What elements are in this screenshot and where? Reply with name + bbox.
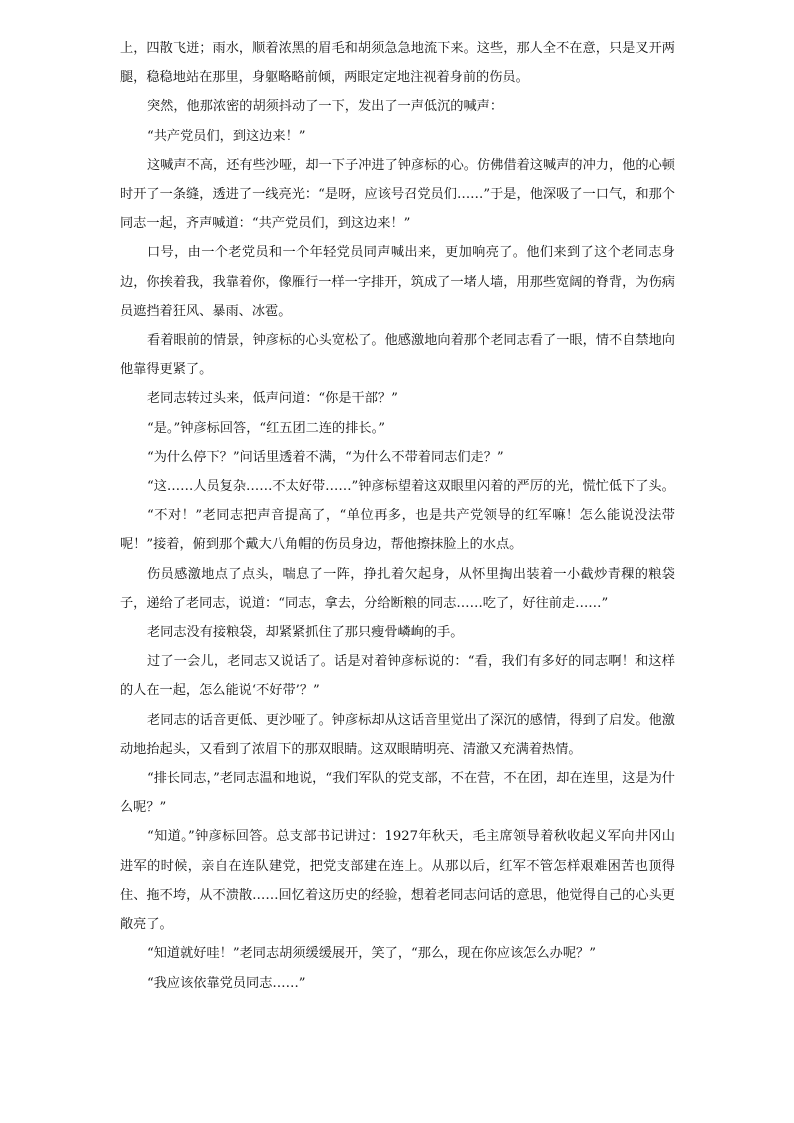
paragraph: “排长同志，”老同志温和地说，“我们军队的党支部，不在营，不在团，却在连里，这是为什么呢？” (120, 771, 675, 816)
paragraph: “不对！”老同志把声音提高了，“单位再多，也是共产党领导的红军嘛！怎么能说没法带呢！”接着，俯到那个戴大八角帽的伤员身边，帮他擦抹脸上的水点。 (120, 508, 675, 553)
paragraph: “共产党员们，到这边来！” (147, 128, 306, 144)
paragraph: 老同志的话音更低、更沙哑了。钟彦标却从这话音里觉出了深沉的感情，得到了启发。他激动地抬起头，又看到了浓眉下的那双眼睛。这双眼睛明亮、清澈又充满着热情。 (120, 712, 675, 757)
story-text-body (120, 34, 675, 998)
paragraph: 上，四散飞迸；雨水，顺着浓黑的眉毛和胡须急急地流下来。这些，那人全不在意，只是叉开两腿，稳稳地站在那里，身躯略略前倾，两眼定定地注视着身前的伤员。 (120, 41, 675, 86)
paragraph: 过了一会儿，老同志又说话了。话是对着钟彦标说的：“看，我们有多好的同志啊！和这样的人在一起，怎么能说‘不好带’？” (120, 654, 675, 699)
paragraph: 看着眼前的情景，钟彦标的心头宽松了。他感激地向着那个老同志看了一眼，情不自禁地向他靠得更紧了。 (120, 333, 675, 378)
paragraph: “为什么停下？”问话里透着不满，“为什么不带着同志们走？” (147, 449, 504, 465)
paragraph: 老同志转过头来，低声问道：“你是干部？” (147, 391, 398, 407)
paragraph: 口号，由一个老党员和一个年轻党员同声喊出来，更加响亮了。他们来到了这个老同志身边，你挨着我，我靠着你，像雁行一样一字排开，筑成了一堵人墙，用那些宽阔的脊背，为伤病员遮挡着狂风、暴雨、冰雹。 (120, 245, 675, 319)
paragraph: “知道就好哇！”老同志胡须缓缓展开，笑了，“那么，现在你应该怎么办呢？” (147, 946, 596, 962)
paragraph: “知道。”钟彦标回答。总支部书记讲过：1927年秋天，毛主席领导着秋收起义军向井冈山进军的时候，亲自在连队建党，把党支部建在连上。从那以后，红军不管怎样艰难困苦也顶得住、拖不垮，从不溃散……回忆着这历史的经验，想着老同志问话的意思，他觉得自己的心头更敞亮了。 (120, 829, 675, 933)
paragraph: 突然，他那浓密的胡须抖动了一下，发出了一声低沉的喊声： (147, 99, 504, 115)
paragraph: 老同志没有接粮袋，却紧紧抓住了那只瘦骨嶙峋的手。 (147, 625, 464, 641)
paragraph: “我应该依靠党员同志……” (147, 975, 306, 991)
paragraph: 伤员感激地点了点头，喘息了一阵，挣扎着欠起身，从怀里掏出装着一小截炒青稞的粮袋子，递给了老同志，说道：“同志，拿去，分给断粮的同志……吃了，好往前走……” (120, 566, 675, 611)
paragraph: 这喊声不高，还有些沙哑，却一下子冲进了钟彦标的心。仿佛借着这喊声的冲力，他的心顿时开了一条缝，透进了一线亮光：“是呀，应该号召党员们……”于是，他深吸了一口气，和那个同志一起，齐声喊道：“共产党员们，到这边来！” (120, 157, 675, 232)
paragraph: “这……人员复杂……不太好带……”钟彦标望着这双眼里闪着的严厉的光，慌忙低下了头。 (147, 479, 675, 495)
paragraph: “是。”钟彦标回答，“红五团二连的排长。” (147, 420, 385, 436)
